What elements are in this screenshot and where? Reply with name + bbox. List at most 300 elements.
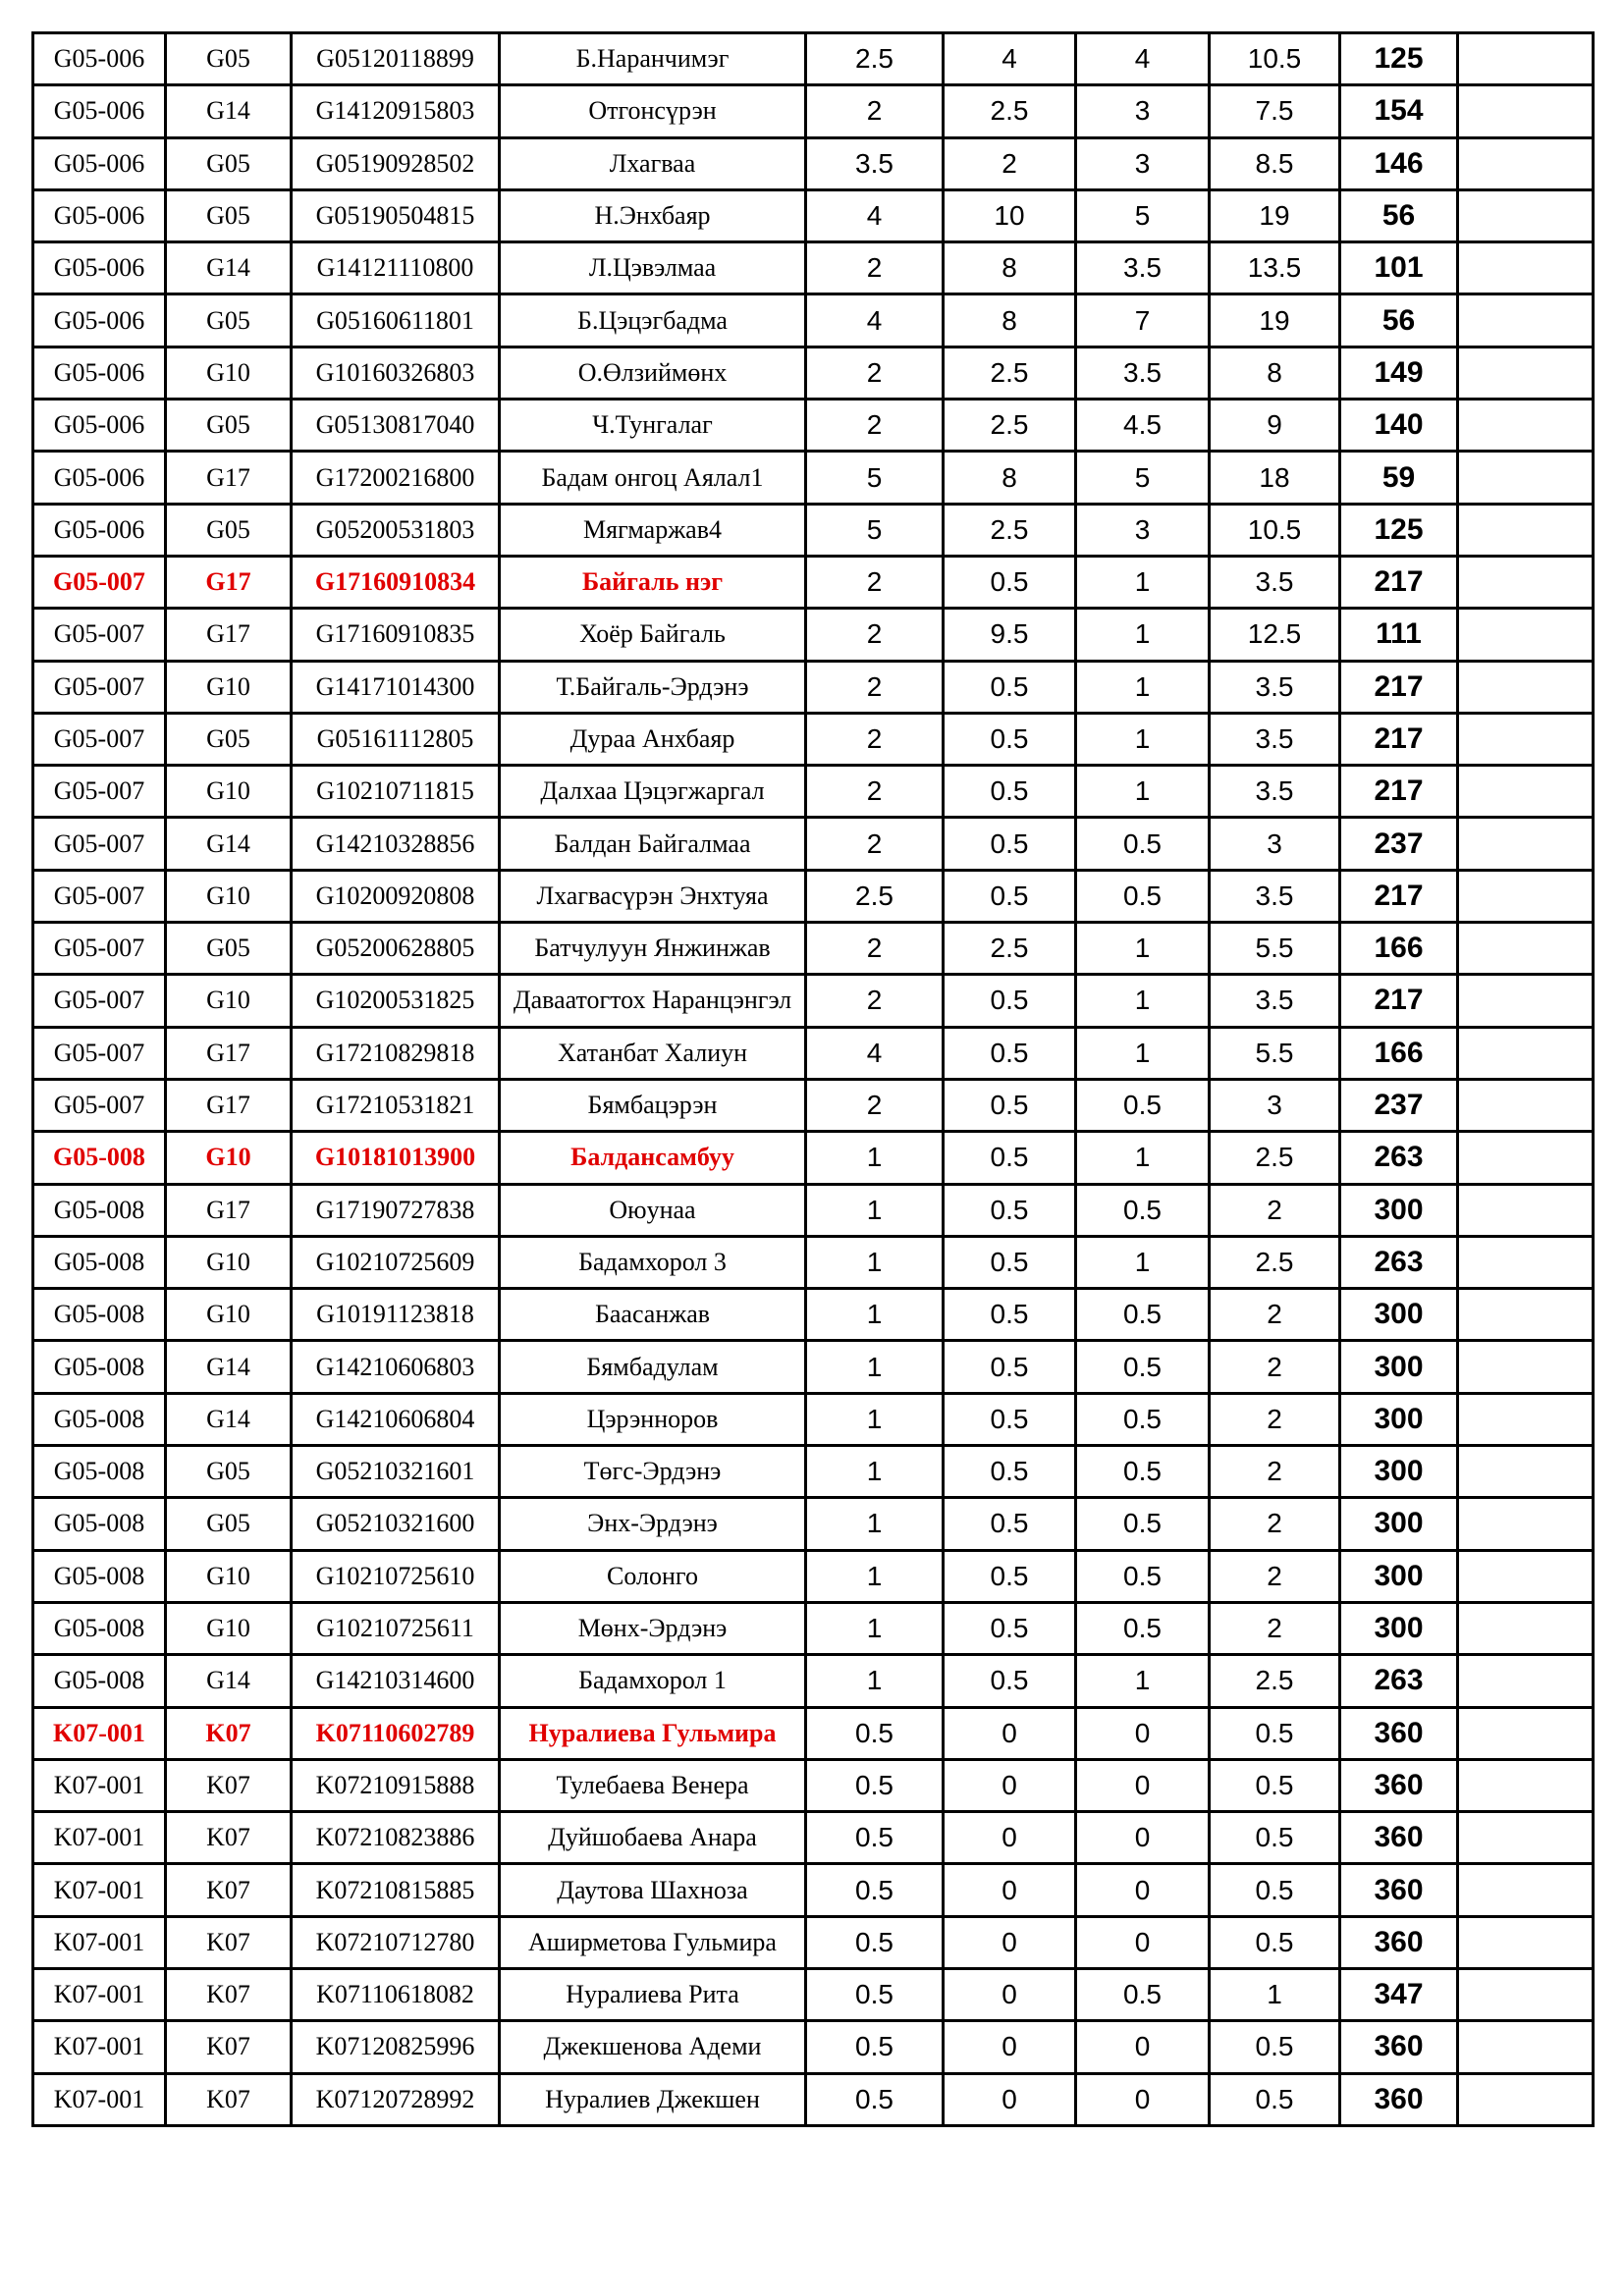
name-cell: Б.Наранчимэг (500, 33, 806, 85)
rank-cell: 101 (1340, 242, 1458, 294)
table-body (33, 33, 1594, 2126)
total-cell: 3.5 (1210, 870, 1340, 922)
id-cell: K07120728992 (292, 2073, 500, 2125)
code-cell: K07-001 (33, 1707, 166, 1759)
score-3-cell: 3 (1076, 85, 1210, 137)
group-cell: G14 (166, 85, 292, 137)
table-row (33, 870, 1594, 922)
score-1-cell: 0.5 (806, 2073, 944, 2125)
total-cell: 19 (1210, 294, 1340, 347)
name-cell: Даутова Шахноза (500, 1864, 806, 1916)
note-cell (1458, 870, 1594, 922)
table-row (33, 975, 1594, 1027)
total-cell: 10.5 (1210, 33, 1340, 85)
rank-cell: 217 (1340, 556, 1458, 608)
table-row (33, 1184, 1594, 1236)
score-1-cell: 1 (806, 1184, 944, 1236)
score-1-cell: 1 (806, 1446, 944, 1498)
table-row (33, 242, 1594, 294)
score-3-cell: 1 (1076, 766, 1210, 818)
total-cell: 2 (1210, 1602, 1340, 1654)
score-2-cell: 0.5 (944, 556, 1076, 608)
group-cell: G17 (166, 452, 292, 504)
score-2-cell: 0 (944, 1864, 1076, 1916)
code-cell: G05-006 (33, 347, 166, 399)
rank-cell: 217 (1340, 766, 1458, 818)
total-cell: 0.5 (1210, 2021, 1340, 2073)
id-cell: G05190504815 (292, 189, 500, 241)
table-row (33, 1132, 1594, 1184)
id-cell: G14210606803 (292, 1341, 500, 1393)
note-cell (1458, 1916, 1594, 1968)
table-row (33, 400, 1594, 452)
code-cell: G05-006 (33, 189, 166, 241)
table-row (33, 1550, 1594, 1602)
table-row (33, 1759, 1594, 1811)
total-cell: 2.5 (1210, 1655, 1340, 1707)
id-cell: G14120915803 (292, 85, 500, 137)
total-cell: 7.5 (1210, 85, 1340, 137)
score-1-cell: 1 (806, 1550, 944, 1602)
id-cell: G14210328856 (292, 818, 500, 870)
score-3-cell: 0 (1076, 1707, 1210, 1759)
score-2-cell: 0 (944, 1759, 1076, 1811)
code-cell: G05-008 (33, 1132, 166, 1184)
id-cell: G17210531821 (292, 1079, 500, 1131)
code-cell: G05-008 (33, 1393, 166, 1445)
group-cell: G10 (166, 661, 292, 713)
group-cell: K07 (166, 1812, 292, 1864)
id-cell: K07110602789 (292, 1707, 500, 1759)
total-cell: 2 (1210, 1184, 1340, 1236)
score-1-cell: 0.5 (806, 1759, 944, 1811)
score-2-cell: 9.5 (944, 609, 1076, 661)
note-cell (1458, 2073, 1594, 2125)
code-cell: G05-006 (33, 504, 166, 556)
score-3-cell: 0.5 (1076, 1446, 1210, 1498)
group-cell: G10 (166, 766, 292, 818)
group-cell: G05 (166, 1446, 292, 1498)
table-row (33, 609, 1594, 661)
score-1-cell: 2 (806, 242, 944, 294)
group-cell: G14 (166, 242, 292, 294)
name-cell: Т.Байгаль-Эрдэнэ (500, 661, 806, 713)
table-row (33, 347, 1594, 399)
code-cell: K07-001 (33, 1864, 166, 1916)
id-cell: G05210321600 (292, 1498, 500, 1550)
score-3-cell: 4 (1076, 33, 1210, 85)
id-cell: G05130817040 (292, 400, 500, 452)
name-cell: Солонго (500, 1550, 806, 1602)
note-cell (1458, 452, 1594, 504)
score-1-cell: 2.5 (806, 33, 944, 85)
id-cell: G17190727838 (292, 1184, 500, 1236)
score-2-cell: 0.5 (944, 870, 1076, 922)
score-3-cell: 0.5 (1076, 870, 1210, 922)
rank-cell: 360 (1340, 1812, 1458, 1864)
name-cell: Мягмаржав4 (500, 504, 806, 556)
score-1-cell: 2 (806, 556, 944, 608)
score-2-cell: 0.5 (944, 766, 1076, 818)
score-2-cell: 2 (944, 137, 1076, 189)
id-cell: G14121110800 (292, 242, 500, 294)
code-cell: G05-008 (33, 1341, 166, 1393)
code-cell: K07-001 (33, 1812, 166, 1864)
table-row (33, 923, 1594, 975)
score-3-cell: 3.5 (1076, 347, 1210, 399)
score-3-cell: 0.5 (1076, 1550, 1210, 1602)
code-cell: G05-007 (33, 1027, 166, 1079)
id-cell: K07210915888 (292, 1759, 500, 1811)
group-cell: G10 (166, 1236, 292, 1288)
name-cell: Нуралиева Гульмира (500, 1707, 806, 1759)
name-cell: Оюунаа (500, 1184, 806, 1236)
score-2-cell: 0.5 (944, 1027, 1076, 1079)
score-2-cell: 0.5 (944, 1341, 1076, 1393)
score-2-cell: 2.5 (944, 504, 1076, 556)
table-row (33, 1916, 1594, 1968)
group-cell: K07 (166, 1759, 292, 1811)
table-row (33, 33, 1594, 85)
score-3-cell: 0.5 (1076, 1968, 1210, 2020)
total-cell: 10.5 (1210, 504, 1340, 556)
name-cell: Аширметова Гульмира (500, 1916, 806, 1968)
id-cell: G05160611801 (292, 294, 500, 347)
note-cell (1458, 923, 1594, 975)
rank-cell: 56 (1340, 294, 1458, 347)
note-cell (1458, 661, 1594, 713)
name-cell: Бямбацэрэн (500, 1079, 806, 1131)
name-cell: Б.Цэцэгбадма (500, 294, 806, 347)
score-1-cell: 0.5 (806, 1707, 944, 1759)
score-1-cell: 2.5 (806, 870, 944, 922)
name-cell: Балдансамбуу (500, 1132, 806, 1184)
total-cell: 13.5 (1210, 242, 1340, 294)
score-3-cell: 1 (1076, 975, 1210, 1027)
note-cell (1458, 137, 1594, 189)
score-2-cell: 0 (944, 1968, 1076, 2020)
code-cell: G05-006 (33, 294, 166, 347)
group-cell: G05 (166, 137, 292, 189)
score-1-cell: 2 (806, 923, 944, 975)
score-1-cell: 2 (806, 975, 944, 1027)
note-cell (1458, 1393, 1594, 1445)
note-cell (1458, 1446, 1594, 1498)
total-cell: 3.5 (1210, 661, 1340, 713)
id-cell: G17160910835 (292, 609, 500, 661)
name-cell: Дуйшобаева Анара (500, 1812, 806, 1864)
note-cell (1458, 975, 1594, 1027)
code-cell: G05-008 (33, 1550, 166, 1602)
code-cell: G05-008 (33, 1184, 166, 1236)
score-1-cell: 2 (806, 661, 944, 713)
rank-cell: 146 (1340, 137, 1458, 189)
rank-cell: 125 (1340, 504, 1458, 556)
score-2-cell: 0.5 (944, 713, 1076, 765)
code-cell: G05-008 (33, 1446, 166, 1498)
id-cell: G14210606804 (292, 1393, 500, 1445)
group-cell: G10 (166, 1602, 292, 1654)
total-cell: 2.5 (1210, 1132, 1340, 1184)
group-cell: G10 (166, 870, 292, 922)
note-cell (1458, 1602, 1594, 1654)
table-row (33, 2073, 1594, 2125)
code-cell: G05-007 (33, 818, 166, 870)
rank-cell: 360 (1340, 1864, 1458, 1916)
score-3-cell: 0 (1076, 1812, 1210, 1864)
score-1-cell: 1 (806, 1132, 944, 1184)
note-cell (1458, 189, 1594, 241)
total-cell: 0.5 (1210, 1707, 1340, 1759)
total-cell: 3 (1210, 1079, 1340, 1131)
score-3-cell: 0.5 (1076, 1289, 1210, 1341)
score-1-cell: 1 (806, 1236, 944, 1288)
rank-cell: 111 (1340, 609, 1458, 661)
note-cell (1458, 85, 1594, 137)
rank-cell: 300 (1340, 1446, 1458, 1498)
total-cell: 0.5 (1210, 1916, 1340, 1968)
rank-cell: 300 (1340, 1184, 1458, 1236)
table-row (33, 452, 1594, 504)
id-cell: K07120825996 (292, 2021, 500, 2073)
name-cell: Н.Энхбаяр (500, 189, 806, 241)
total-cell: 18 (1210, 452, 1340, 504)
name-cell: Хатанбат Халиун (500, 1027, 806, 1079)
total-cell: 3.5 (1210, 713, 1340, 765)
score-3-cell: 1 (1076, 713, 1210, 765)
score-3-cell: 0.5 (1076, 818, 1210, 870)
note-cell (1458, 556, 1594, 608)
code-cell: G05-008 (33, 1289, 166, 1341)
total-cell: 5.5 (1210, 923, 1340, 975)
note-cell (1458, 347, 1594, 399)
score-3-cell: 1 (1076, 556, 1210, 608)
score-3-cell: 0.5 (1076, 1498, 1210, 1550)
id-cell: G05210321601 (292, 1446, 500, 1498)
score-1-cell: 0.5 (806, 1968, 944, 2020)
code-cell: G05-007 (33, 1079, 166, 1131)
group-cell: G17 (166, 609, 292, 661)
rank-cell: 300 (1340, 1602, 1458, 1654)
total-cell: 1 (1210, 1968, 1340, 2020)
score-1-cell: 2 (806, 85, 944, 137)
score-3-cell: 0.5 (1076, 1079, 1210, 1131)
name-cell: Энх-Эрдэнэ (500, 1498, 806, 1550)
score-2-cell: 8 (944, 242, 1076, 294)
total-cell: 2 (1210, 1550, 1340, 1602)
total-cell: 3.5 (1210, 556, 1340, 608)
score-2-cell: 0.5 (944, 1236, 1076, 1288)
id-cell: K07210815885 (292, 1864, 500, 1916)
score-1-cell: 2 (806, 713, 944, 765)
code-cell: G05-008 (33, 1236, 166, 1288)
code-cell: G05-007 (33, 766, 166, 818)
note-cell (1458, 1498, 1594, 1550)
table-row (33, 1655, 1594, 1707)
table-row (33, 137, 1594, 189)
table-row (33, 1393, 1594, 1445)
name-cell: Бямбадулам (500, 1341, 806, 1393)
name-cell: Баасанжав (500, 1289, 806, 1341)
group-cell: G05 (166, 400, 292, 452)
score-1-cell: 1 (806, 1341, 944, 1393)
table-row (33, 1027, 1594, 1079)
group-cell: K07 (166, 1968, 292, 2020)
code-cell: G05-006 (33, 452, 166, 504)
score-2-cell: 0 (944, 1707, 1076, 1759)
rank-cell: 263 (1340, 1132, 1458, 1184)
score-2-cell: 2.5 (944, 400, 1076, 452)
note-cell (1458, 1027, 1594, 1079)
score-3-cell: 0 (1076, 1759, 1210, 1811)
score-1-cell: 2 (806, 609, 944, 661)
id-cell: G05161112805 (292, 713, 500, 765)
group-cell: G05 (166, 189, 292, 241)
table-row (33, 661, 1594, 713)
rank-cell: 263 (1340, 1236, 1458, 1288)
code-cell: G05-007 (33, 975, 166, 1027)
score-2-cell: 8 (944, 452, 1076, 504)
note-cell (1458, 1655, 1594, 1707)
rank-cell: 360 (1340, 1759, 1458, 1811)
code-cell: G05-007 (33, 556, 166, 608)
score-2-cell: 8 (944, 294, 1076, 347)
id-cell: G05200531803 (292, 504, 500, 556)
code-cell: G05-006 (33, 85, 166, 137)
score-2-cell: 0.5 (944, 1498, 1076, 1550)
code-cell: G05-007 (33, 661, 166, 713)
rank-cell: 300 (1340, 1341, 1458, 1393)
name-cell: Бадам онгоц Аялал1 (500, 452, 806, 504)
id-cell: G10210725609 (292, 1236, 500, 1288)
id-cell: G10181013900 (292, 1132, 500, 1184)
id-cell: G17210829818 (292, 1027, 500, 1079)
id-cell: G10160326803 (292, 347, 500, 399)
score-2-cell: 0 (944, 1812, 1076, 1864)
score-3-cell: 1 (1076, 923, 1210, 975)
rank-cell: 263 (1340, 1655, 1458, 1707)
note-cell (1458, 504, 1594, 556)
note-cell (1458, 1341, 1594, 1393)
code-cell: G05-006 (33, 137, 166, 189)
code-cell: K07-001 (33, 2073, 166, 2125)
name-cell: Лхагваа (500, 137, 806, 189)
score-2-cell: 0.5 (944, 1550, 1076, 1602)
score-1-cell: 2 (806, 1079, 944, 1131)
note-cell (1458, 294, 1594, 347)
group-cell: G14 (166, 818, 292, 870)
score-2-cell: 0.5 (944, 975, 1076, 1027)
group-cell: K07 (166, 2073, 292, 2125)
id-cell: G17200216800 (292, 452, 500, 504)
code-cell: G05-008 (33, 1655, 166, 1707)
name-cell: Ч.Тунгалаг (500, 400, 806, 452)
note-cell (1458, 1812, 1594, 1864)
table-row (33, 1446, 1594, 1498)
note-cell (1458, 400, 1594, 452)
total-cell: 3.5 (1210, 975, 1340, 1027)
score-2-cell: 0 (944, 2021, 1076, 2073)
score-2-cell: 2.5 (944, 85, 1076, 137)
score-3-cell: 0.5 (1076, 1393, 1210, 1445)
note-cell (1458, 818, 1594, 870)
score-2-cell: 0.5 (944, 661, 1076, 713)
id-cell: K07210712780 (292, 1916, 500, 1968)
code-cell: G05-007 (33, 609, 166, 661)
id-cell: G10200920808 (292, 870, 500, 922)
note-cell (1458, 1864, 1594, 1916)
name-cell: Бадамхорол 3 (500, 1236, 806, 1288)
note-cell (1458, 2021, 1594, 2073)
rank-cell: 360 (1340, 1707, 1458, 1759)
score-3-cell: 0.5 (1076, 1341, 1210, 1393)
score-3-cell: 1 (1076, 609, 1210, 661)
code-cell: K07-001 (33, 1916, 166, 1968)
rank-cell: 360 (1340, 2073, 1458, 2125)
score-3-cell: 0 (1076, 2021, 1210, 2073)
score-2-cell: 0.5 (944, 1655, 1076, 1707)
score-1-cell: 4 (806, 294, 944, 347)
name-cell: О.Өлзиймөнх (500, 347, 806, 399)
score-3-cell: 1 (1076, 1236, 1210, 1288)
code-cell: K07-001 (33, 1968, 166, 2020)
score-1-cell: 1 (806, 1393, 944, 1445)
score-3-cell: 3 (1076, 137, 1210, 189)
note-cell (1458, 1759, 1594, 1811)
code-cell: G05-008 (33, 1602, 166, 1654)
rank-cell: 56 (1340, 189, 1458, 241)
total-cell: 2 (1210, 1498, 1340, 1550)
rank-cell: 347 (1340, 1968, 1458, 2020)
rank-cell: 149 (1340, 347, 1458, 399)
table-row (33, 1707, 1594, 1759)
score-2-cell: 4 (944, 33, 1076, 85)
rank-cell: 300 (1340, 1393, 1458, 1445)
score-2-cell: 0.5 (944, 1079, 1076, 1131)
rank-cell: 300 (1340, 1289, 1458, 1341)
group-cell: G05 (166, 33, 292, 85)
score-3-cell: 1 (1076, 1132, 1210, 1184)
results-table (31, 31, 1595, 2127)
id-cell: G14210314600 (292, 1655, 500, 1707)
score-3-cell: 5 (1076, 189, 1210, 241)
score-3-cell: 1 (1076, 1027, 1210, 1079)
name-cell: Далхаа Цэцэгжаргал (500, 766, 806, 818)
rank-cell: 300 (1340, 1550, 1458, 1602)
group-cell: K07 (166, 1707, 292, 1759)
name-cell: Дураа Анхбаяр (500, 713, 806, 765)
note-cell (1458, 33, 1594, 85)
name-cell: Нуралиева Рита (500, 1968, 806, 2020)
table-row (33, 1968, 1594, 2020)
rank-cell: 154 (1340, 85, 1458, 137)
rank-cell: 217 (1340, 661, 1458, 713)
total-cell: 8.5 (1210, 137, 1340, 189)
table-row (33, 818, 1594, 870)
rank-cell: 300 (1340, 1498, 1458, 1550)
id-cell: K07210823886 (292, 1812, 500, 1864)
total-cell: 5.5 (1210, 1027, 1340, 1079)
name-cell: Батчулуун Янжинжав (500, 923, 806, 975)
code-cell: G05-006 (33, 242, 166, 294)
note-cell (1458, 766, 1594, 818)
id-cell: G10200531825 (292, 975, 500, 1027)
score-2-cell: 2.5 (944, 347, 1076, 399)
group-cell: K07 (166, 1864, 292, 1916)
note-cell (1458, 609, 1594, 661)
name-cell: Лхагвасүрэн Энхтуяа (500, 870, 806, 922)
group-cell: G05 (166, 713, 292, 765)
